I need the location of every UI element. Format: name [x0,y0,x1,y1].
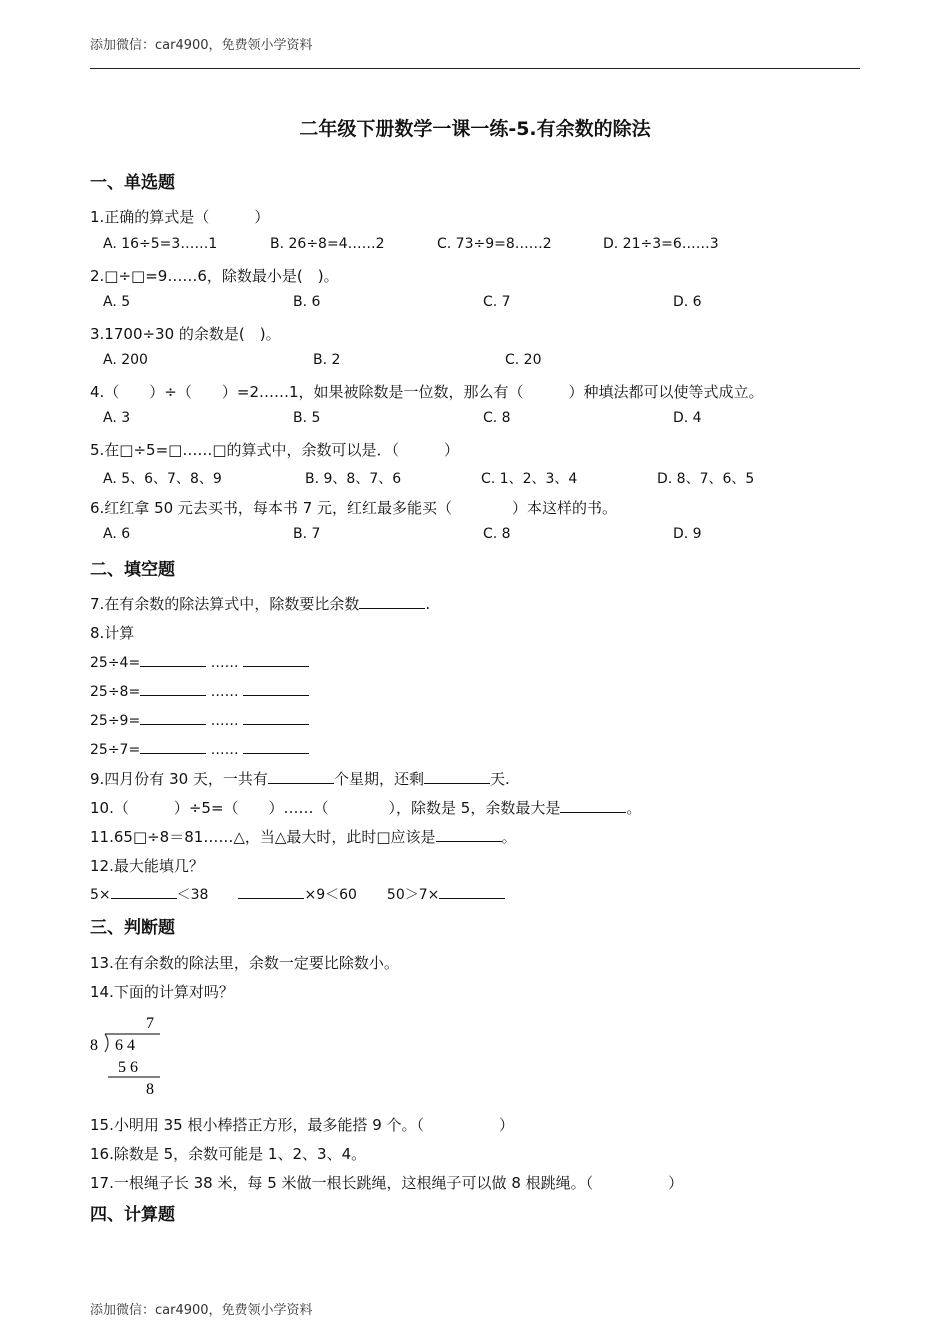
answer-blank[interactable] [268,769,334,784]
question-4: 4.（ ）÷（ ）=2……1，如果被除数是一位数，那么有（ ）种填法都可以使等式成立。 [90,383,764,401]
question-17: 17.一根绳子长 38 米，每 5 米做一根长跳绳，这根绳子可以做 8 根跳绳。（ ） [90,1174,684,1192]
question-2: 2.□÷□=9……6，除数最小是( )。 [90,267,339,285]
q8-row-2: 25÷8= …… [90,681,309,700]
q1-option-a: A. 16÷5=3……1 [103,236,218,252]
q2-option-c: C. 7 [483,294,511,310]
question-7 [90,593,430,614]
answer-blank[interactable] [243,739,309,754]
header-divider [90,68,860,69]
question-11: 11.65□÷8＝81……△，当△最大时，此时□应该是 。 [90,828,517,846]
footer-note: 添加微信：car4900，免费领小学资料 [90,1303,313,1318]
q8-row-1: 25÷4= …… [90,652,309,671]
answer-blank[interactable] [560,798,626,813]
answer-blank[interactable] [243,710,309,725]
q4-option-b: B. 5 [293,410,321,426]
question-15: 15.小明用 35 根小棒搭正方形，最多能搭 9 个。（ ） [90,1116,515,1134]
question-12: 12.最大能填几？ [90,857,204,875]
answer-blank[interactable] [140,710,206,725]
ld-dividend: 6 4 [115,1037,135,1054]
long-division-figure [90,1012,170,1098]
section-true-false: 三、判断题 [90,918,175,938]
section-fill-blank: 二、填空题 [90,560,175,580]
q4-option-c: C. 8 [483,410,511,426]
answer-blank[interactable] [140,739,206,754]
q4-option-a: A. 3 [103,410,131,426]
q3-option-b: B. 2 [313,352,341,368]
q7-tail: . [425,595,431,613]
q12-row: 5× ＜38 ×9＜60 50＞7× [90,884,505,904]
question-13: 13.在有余数的除法里，余数一定要比除数小。 [90,954,399,972]
ld-remainder: 8 [146,1081,154,1098]
question-3: 3.1700÷30 的余数是( )。 [90,325,281,343]
page-title: 二年级下册数学一课一练-5.有余数的除法 [299,118,651,140]
q3-option-c: C. 20 [505,352,542,368]
header-note: 添加微信：car4900，免费领小学资料 [90,38,313,53]
q2-option-d: D. 6 [673,294,702,310]
q6-option-c: C. 8 [483,526,511,542]
answer-blank[interactable] [359,594,425,609]
q5-option-b: B. 9、8、7、6 [305,471,402,487]
question-10: 10.（ ）÷5=（ ）……（ ），除数是 5，余数最大是 。 [90,799,642,817]
q2-option-a: A. 5 [103,294,131,310]
q7-text: 7.在有余数的除法算式中，除数要比余数 [90,595,360,613]
question-8: 8.计算 [90,624,135,642]
answer-blank[interactable] [111,884,177,899]
question-9: 9.四月份有 30 天，一共有 个星期，还剩 天. [90,770,510,788]
question-1: 1.正确的算式是（ ） [90,208,270,226]
q6-option-d: D. 9 [673,526,702,542]
q6-option-b: B. 7 [293,526,321,542]
answer-blank[interactable] [436,827,502,842]
question-6: 6.红红拿 50 元去买书，每本书 7 元，红红最多能买（ ）本这样的书。 [90,499,618,517]
q1-option-b: B. 26÷8=4……2 [270,236,385,252]
q2-option-b: B. 6 [293,294,321,310]
q6-option-a: A. 6 [103,526,131,542]
ld-product: 5 6 [118,1059,138,1076]
q4-option-d: D. 4 [673,410,702,426]
answer-blank[interactable] [424,769,490,784]
ld-divisor: 8 [90,1037,98,1054]
answer-blank[interactable] [243,652,309,667]
answer-blank[interactable] [238,884,304,899]
answer-blank[interactable] [140,681,206,696]
section-single-choice: 一、单选题 [90,173,175,193]
q5-option-a: A. 5、6、7、8、9 [103,471,222,487]
q1-option-c: C. 73÷9=8……2 [437,236,552,252]
q8-row-3: 25÷9= …… [90,710,309,729]
answer-blank[interactable] [140,652,206,667]
answer-blank[interactable] [439,884,505,899]
question-14: 14.下面的计算对吗？ [90,983,234,1001]
question-5: 5.在□÷5=□……□的算式中，余数可以是．（ ） [90,441,460,459]
q5-option-c: C. 1、2、3、4 [481,471,578,487]
q1-option-d: D. 21÷3=6……3 [603,236,719,252]
ld-quotient: 7 [146,1015,154,1032]
answer-blank[interactable] [243,681,309,696]
question-16: 16.除数是 5，余数可能是 1、2、3、4。 [90,1145,367,1163]
q8-row-4: 25÷7= …… [90,739,309,758]
section-calculation: 四、计算题 [90,1205,175,1225]
q5-option-d: D. 8、7、6、5 [657,471,755,487]
q3-option-a: A. 200 [103,352,148,368]
